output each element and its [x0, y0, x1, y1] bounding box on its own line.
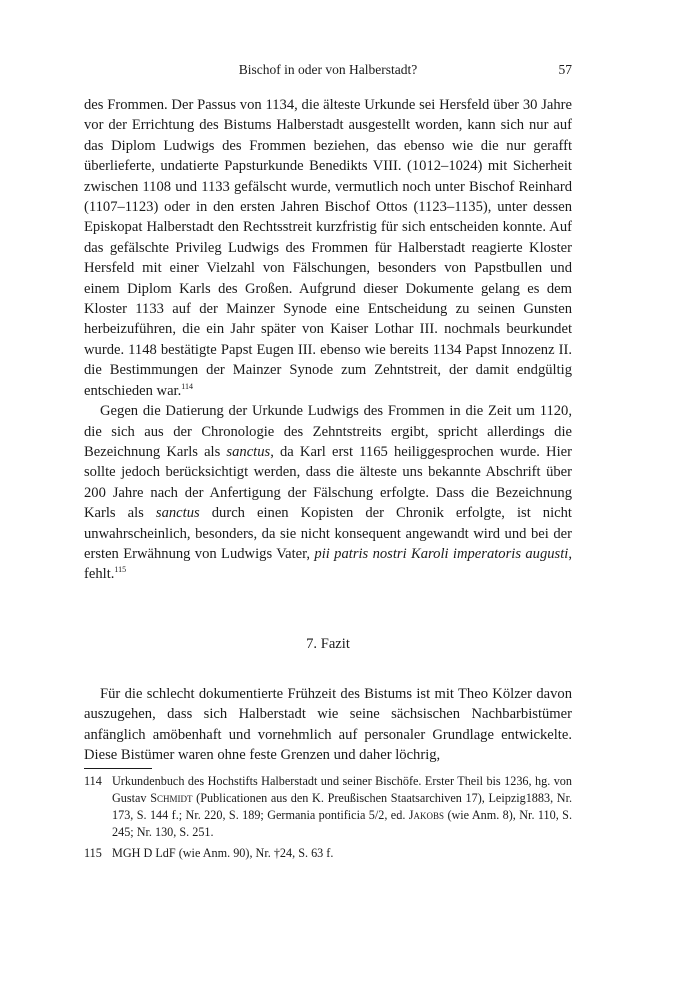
footnote-ref[interactable]: 115 [114, 565, 127, 575]
paragraph-text: , fehlt. [84, 545, 572, 583]
section-heading: 7. Fazit [306, 636, 350, 652]
author-name: Jakobs [408, 808, 445, 822]
running-title: Bischof in oder von Halberstadt? [238, 62, 418, 77]
latin-quote: pii patris nostri Karoli imperatoris augusti [314, 545, 569, 562]
paragraph-text: des Frommen. Der Passus von 1134, die älteste Urkunde sei Hersfeld über 30 Jahre vor der Errichtung des Bistums Halberstadt ausgestellt worden, kann sich nur auf das Diplom Ludwigs des Frommen beziehen, das ebenso wie die nur gerafft überlieferte, undatierte Papsturkunde Benedikts VIII. (1012–1024) mit Sicherheit zwischen 1108 und 1133 gefälscht wurde, vermutlich noch unter Bischof Reinhard (1107–1123) oder in den ersten Jahren Bischof Ottos (1123–1135), unter dessen Episkopat Halberstadt den Rechtsstreit kurzfristig für sich entscheiden konnte. Auf das gefälschte Privileg Ludwigs des Frommen für Halberstadt reagierte Kloster Hersfeld mit einer Vielzahl von Fälschungen, besonders von Papstbullen und einem Diplom Karls des Großen. Aufgrund dieser Dokumente gelang es dem Kloster 1133 auf der Mainzer Synode eine Entscheidung zu seinen Gunsten herbeizuführen, die ein Jahr später von Kaiser Lothar III. nochmals beurkundet wurde. 1148 bestätigte Papst Eugen III. ebenso wie bereits 1134 Papst Innozenz II. die Bestimmungen der Mainzer Synode zum Zehntstreit, der damit endgültig entschieden war. [84, 97, 572, 399]
footnote-number: 114 [84, 774, 102, 788]
paragraph-text: Gegen die Datierung der Urkunde Ludwigs des Frommen in die Zeit um 1120, die sich aus der Chronologie des Zehntstreits ergibt, spricht allerdings die Bezeichnung Karls als [84, 403, 572, 460]
footnote-segment: Urkundenbuch des Hochstifts Halberstadt und seiner Bischöfe. Erster Theil bis 1236, hg. von Gustav [112, 774, 572, 805]
italic-term: sanctus [155, 505, 200, 522]
paragraph [84, 95, 572, 401]
paragraph-text: , da Karl erst 1165 heiliggesprochen wurde. Hier sollte jedoch berücksichtigt werden, dass die älteste uns bekannte Abschrift über 200 Jahre nach der Anfertigung der Fälschung erfolgte. Dass die Bezeichnung Karls als [84, 443, 572, 522]
body-text [84, 684, 572, 766]
paragraph: Für die schlecht dokumentierte Frühzeit des Bistums ist mit Theo Kölzer davon auszugehen, dass sich Halberstadt wie seine sächsischen Nachbarbistümer anfänglich amöbenhaft und vornehmlich auf personaler Grundlage entwickelte. Diese Bistümer waren ohne feste Grenzen und daher löchrig, [84, 686, 572, 764]
footnote-segment: (Publicationen aus den K. Preußischen Staatsarchiven 17), Leipzig1883, Nr. 173, S. 144 f.; Nr. 220, S. 189; Germania pontificia 5/2, ed. [112, 791, 573, 822]
page-number: 57 [558, 62, 572, 77]
footnote-text [112, 773, 572, 841]
footnote-ref[interactable]: 114 [181, 381, 193, 391]
body-text [84, 95, 572, 585]
footnote-divider [84, 768, 152, 769]
paragraph [84, 401, 572, 585]
italic-term: sanctus [226, 443, 271, 460]
paragraph-text: durch einen Kopisten der Chronik erfolgte, ist nicht unwahrscheinlich, besonders, da sie nicht konsequent angewandt wird und bei der ersten Erwähnung von Ludwigs Vater, [84, 505, 572, 562]
footnote-number: 115 [84, 846, 102, 860]
author-name: Schmidt [150, 791, 193, 805]
footnote-segment: (wie Anm. 8), Nr. 110, S. 245; Nr. 130, S. 251. [112, 808, 573, 839]
footnote [84, 845, 572, 862]
footnote [84, 773, 572, 841]
running-header [84, 62, 572, 82]
footnote-text: MGH D LdF (wie Anm. 90), Nr. †24, S. 63 f. [112, 846, 334, 860]
